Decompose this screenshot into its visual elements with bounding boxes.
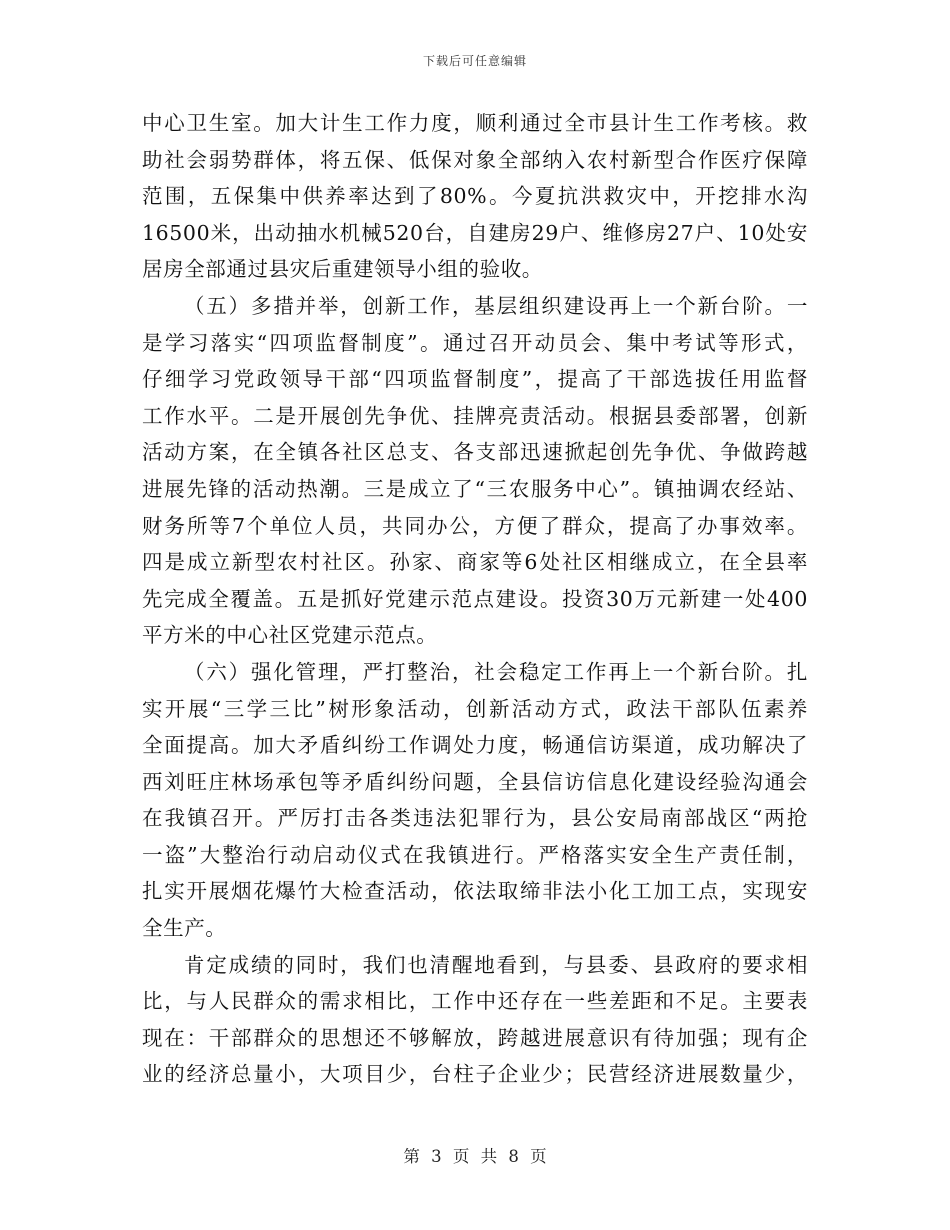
text-line: 比，与人民群众的需求相比，工作中还存在一些差距和不足。主要表 [142,989,808,1014]
text-line: 四是成立新型农村社区。孙家、商家等6处社区相继成立，在全县率 [142,550,808,575]
text-line: 肯定成绩的同时，我们也清醒地看到，与县委、县政府的要求相 [184,952,808,977]
text-line: 平方米的中心社区党建示范点。 [142,623,438,648]
page-header: 下载后可任意编辑 [422,54,527,68]
text-line: 现在：干部群众的思想还不够解放，跨越进展意识有待加强；现有企 [142,1025,808,1050]
text-line: （五）多措并举，创新工作，基层组织建设再上一个新台阶。一 [184,293,808,318]
text-line: 全生产。 [142,916,227,941]
text-line: 西刘旺庄林场承包等矛盾纠纷问题，全县信访信息化建设经验沟通会 [142,769,808,794]
text-line: 扎实开展烟花爆竹大检查活动，依法取缔非法小化工加工点，实现安 [142,879,808,904]
text-line: 实开展“三学三比”树形象活动，创新活动方式，政法干部队伍素养 [142,696,808,721]
text-line: 16500米，出动抽水机械520台，自建房29户、维修房27户、10处安 [142,220,808,245]
document-body [142,105,808,1093]
text-line: 全面提高。加大矛盾纠纷工作调处力度，畅通信访渠道，成功解决了 [142,733,808,758]
text-line: 是学习落实“四项监督制度”。通过召开动员会、集中考试等形式， [142,330,808,355]
text-line: 业的经济总量小，大项目少，台柱子企业少；民营经济进展数量少， [142,1062,808,1087]
text-line: 范围，五保集中供养率达到了80%。今夏抗洪救灾中，开挖排水沟 [142,184,808,209]
text-line: 进展先锋的活动热潮。三是成立了“三农服务中心”。镇抽调农经站、 [142,476,808,501]
text-line: 活动方案，在全镇各社区总支、各支部迅速掀起创先争优、争做跨越 [142,440,808,465]
text-line: 居房全部通过县灾后重建领导小组的验收。 [142,257,543,282]
text-line: 仔细学习党政领导干部“四项监督制度”，提高了干部选拔任用监督 [142,367,808,392]
text-line: 先完成全覆盖。五是抓好党建示范点建设。投资30万元新建一处400 [142,586,808,611]
text-line: 助社会弱势群体，将五保、低保对象全部纳入农村新型合作医疗保障 [142,147,808,172]
text-line: 工作水平。二是开展创先争优、挂牌亮责活动。根据县委部署，创新 [142,403,808,428]
text-line: 中心卫生室。加大计生工作力度，顺利通过全市县计生工作考核。救 [142,111,808,135]
text-line: 财务所等7个单位人员，共同办公，方便了群众，提高了办事效率。 [142,513,808,538]
text-line: （六）强化管理，严打整治，社会稳定工作再上一个新台阶。扎 [184,659,808,684]
text-line: 一盗”大整治行动启动仪式在我镇进行。严格落实安全生产责任制， [142,842,808,867]
text-line: 在我镇召开。严厉打击各类违法犯罪行为，县公安局南部战区“两抢 [142,806,808,831]
page-number: 第 3 页 共 8 页 [403,1147,547,1166]
